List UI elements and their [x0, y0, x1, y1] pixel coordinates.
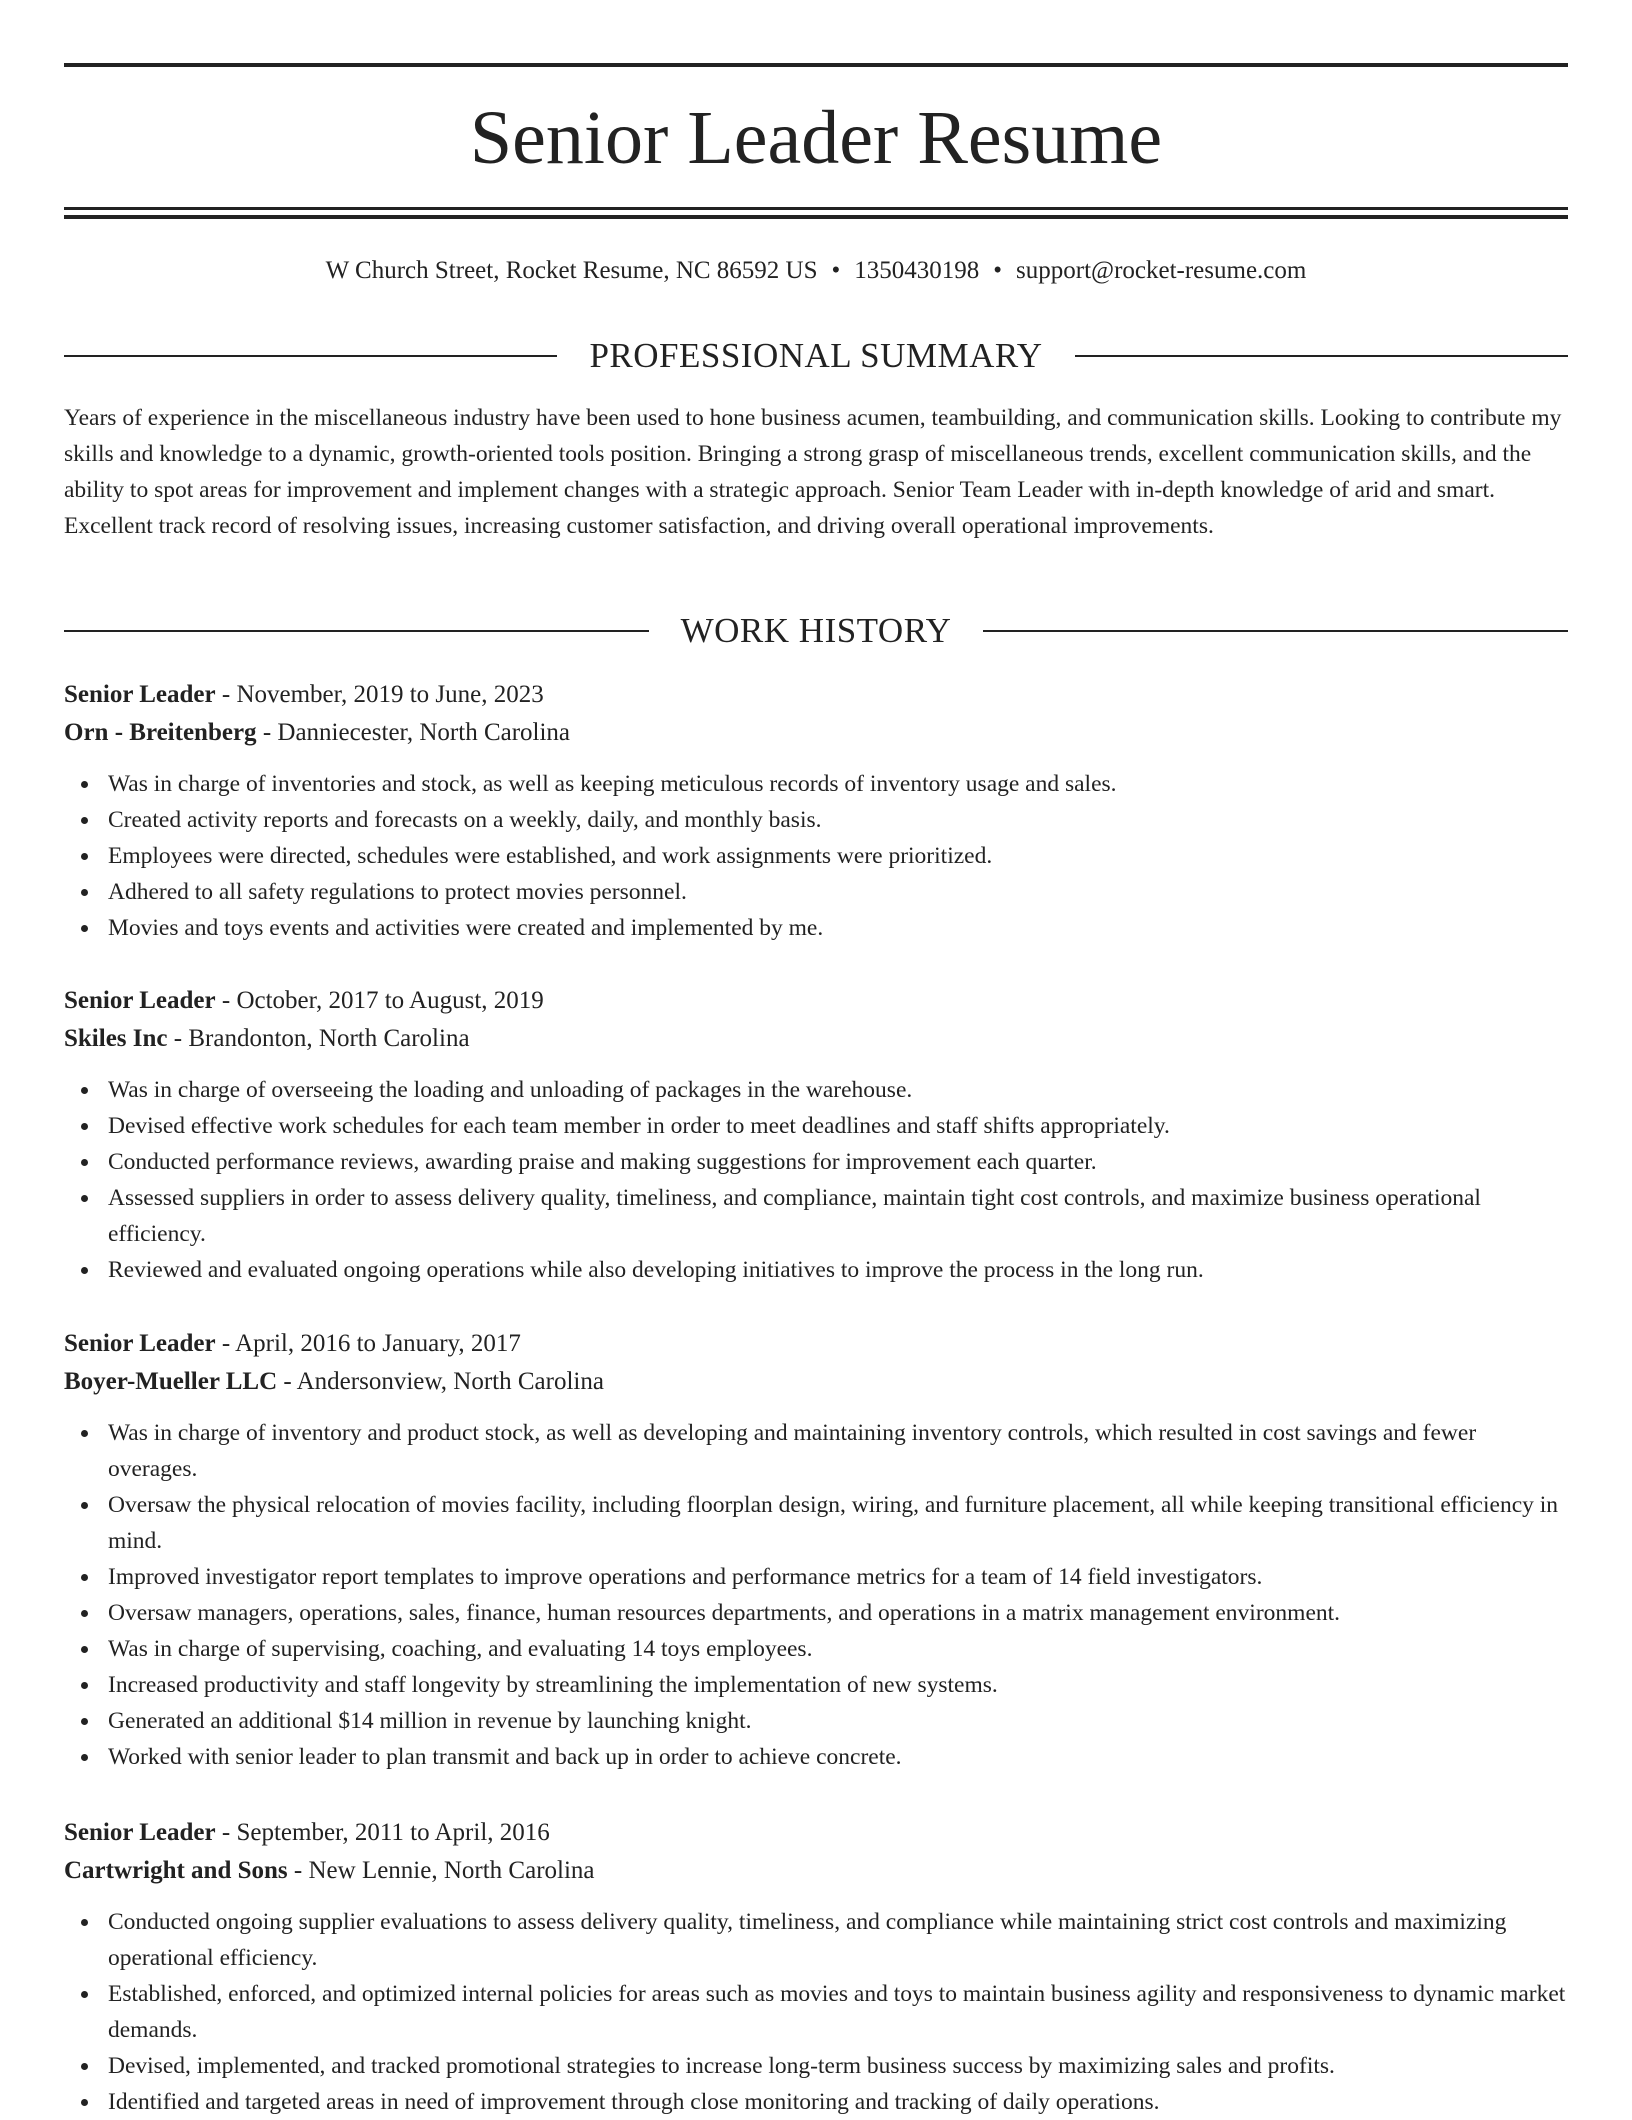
job-dates: October, 2017 to August, 2019: [236, 987, 544, 1014]
heading-rule-left: [64, 355, 557, 357]
job-bullet: Oversaw the physical relocation of movies facility, including floorplan design, wiring, and furniture placement, all while keeping transitional efficiency in mind.: [108, 1487, 1568, 1559]
job-bullet: Conducted performance reviews, awarding praise and making suggestions for improvement each quarter.: [108, 1144, 1568, 1180]
job-bullet: Identified and targeted areas in need of improvement through close monitoring and tracking of daily operations.: [108, 2084, 1568, 2120]
job-company: Boyer-Mueller LLC: [64, 1368, 278, 1395]
job-entry: [64, 982, 1568, 1288]
job-title-line: Senior Leader - April, 2016 to January, 2017: [64, 1330, 521, 1357]
job-bullet: Increased productivity and staff longevity by streamlining the implementation of new systems.: [108, 1667, 1568, 1703]
job-company-line: Boyer-Mueller LLC - Andersonview, North Carolina: [64, 1368, 604, 1395]
contact-separator: •: [831, 257, 841, 284]
contact-address: W Church Street, Rocket Resume, NC 86592 US: [325, 257, 818, 284]
summary-text: Years of experience in the miscellaneous industry have been used to hone business acumen, teambuilding, and communication skills. Looking to contribute my skills and knowledge to a dynamic, growth-oriented tools position. Bringing a strong grasp of miscellaneous trends, excellent communication skills, and the ability to spot areas for improvement and implement changes with a strategic approach. Senior Team Leader with in-depth knowledge of arid and smart. Excellent track record of resolving issues, increasing customer satisfaction, and driving overall operational improvements.: [64, 405, 1562, 539]
job-bullet: Conducted ongoing supplier evaluations to assess delivery quality, timeliness, and compliance while maintaining strict cost controls and maximizing operational efficiency.: [108, 1904, 1568, 1976]
section-heading-work-history: [64, 609, 1568, 653]
section-heading-summary: [64, 334, 1568, 378]
section-heading-label: WORK HISTORY: [680, 611, 952, 650]
job-bullet: Worked with senior leader to plan transmit and back up in order to achieve concrete.: [108, 1739, 1568, 1775]
job-company-line: Cartwright and Sons - New Lennie, North Carolina: [64, 1857, 595, 1884]
job-title: Senior Leader: [64, 987, 216, 1014]
job-location: Brandonton, North Carolina: [188, 1025, 470, 1052]
heading-rule-right: [983, 630, 1568, 632]
job-title: Senior Leader: [64, 1819, 216, 1846]
job-dates: November, 2019 to June, 2023: [236, 681, 544, 708]
job-location: New Lennie, North Carolina: [308, 1857, 595, 1884]
job-company: Skiles Inc: [64, 1025, 168, 1052]
job-company-line: Skiles Inc - Brandonton, North Carolina: [64, 1025, 470, 1052]
job-bullet: Employees were directed, schedules were established, and work assignments were prioritized.: [108, 838, 1568, 874]
job-location: Andersonview, North Carolina: [296, 1368, 604, 1395]
job-company: Cartwright and Sons: [64, 1857, 288, 1884]
section-heading-label: PROFESSIONAL SUMMARY: [589, 336, 1043, 375]
resume-title: Senior Leader Resume: [469, 96, 1163, 180]
heading-rule-right: [1075, 355, 1568, 357]
job-bullets: [64, 1904, 1568, 2120]
job-bullet: Was in charge of supervising, coaching, and evaluating 14 toys employees.: [108, 1631, 1568, 1667]
job-bullet: Adhered to all safety regulations to protect movies personnel.: [108, 874, 1568, 910]
contact-phone: 1350430198: [854, 257, 980, 284]
job-bullets: [64, 1072, 1568, 1288]
job-bullet: Was in charge of overseeing the loading and unloading of packages in the warehouse.: [108, 1072, 1568, 1108]
title-rule-upper: [64, 207, 1568, 210]
job-bullet: Was in charge of inventory and product stock, as well as developing and maintaining inventory controls, which resulted in cost savings and fewer overages.: [108, 1415, 1568, 1487]
job-title-line: Senior Leader - September, 2011 to April, 2016: [64, 1819, 550, 1846]
job-location: Danniecester, North Carolina: [277, 719, 571, 746]
job-bullet: Established, enforced, and optimized internal policies for areas such as movies and toys to maintain business agility and responsiveness to dynamic market demands.: [108, 1976, 1568, 2048]
job-bullet: Movies and toys events and activities were created and implemented by me.: [108, 910, 1568, 946]
job-title-line: Senior Leader - October, 2017 to August, 2019: [64, 987, 544, 1014]
job-title: Senior Leader: [64, 681, 216, 708]
top-rule: [64, 63, 1568, 67]
job-company-line: Orn - Breitenberg - Danniecester, North Carolina: [64, 719, 571, 746]
job-bullets: [64, 766, 1568, 946]
job-dates: April, 2016 to January, 2017: [235, 1330, 521, 1357]
job-entry: [64, 1814, 1568, 2120]
job-title: Senior Leader: [64, 1330, 216, 1357]
heading-rule-left: [64, 630, 649, 632]
job-bullets: [64, 1415, 1568, 1775]
job-title-line: Senior Leader - November, 2019 to June, 2023: [64, 681, 544, 708]
job-bullet: Generated an additional $14 million in revenue by launching knight.: [108, 1703, 1568, 1739]
job-bullet: Created activity reports and forecasts on a weekly, daily, and monthly basis.: [108, 802, 1568, 838]
job-bullet: Devised effective work schedules for each team member in order to meet deadlines and staff shifts appropriately.: [108, 1108, 1568, 1144]
title-rule-lower: [64, 215, 1568, 219]
job-bullet: Reviewed and evaluated ongoing operations while also developing initiatives to improve the process in the long run.: [108, 1252, 1568, 1288]
job-entry: [64, 1325, 1568, 1775]
job-dates: September, 2011 to April, 2016: [236, 1819, 550, 1846]
job-bullet: Assessed suppliers in order to assess delivery quality, timeliness, and compliance, maintain tight cost controls, and maximize business operational efficiency.: [108, 1180, 1568, 1252]
job-bullet: Oversaw managers, operations, sales, finance, human resources departments, and operations in a matrix management environment.: [108, 1595, 1568, 1631]
job-bullet: Improved investigator report templates to improve operations and performance metrics for a team of 14 field investigators.: [108, 1559, 1568, 1595]
job-entry: [64, 676, 1568, 946]
contact-separator: •: [993, 257, 1003, 284]
contact-email: support@rocket-resume.com: [1016, 257, 1307, 284]
contact-line: [64, 254, 1568, 288]
job-bullet: Devised, implemented, and tracked promotional strategies to increase long-term business success by maximizing sales and profits.: [108, 2048, 1568, 2084]
job-company: Orn - Breitenberg: [64, 719, 257, 746]
job-bullet: Was in charge of inventories and stock, as well as keeping meticulous records of inventory usage and sales.: [108, 766, 1568, 802]
